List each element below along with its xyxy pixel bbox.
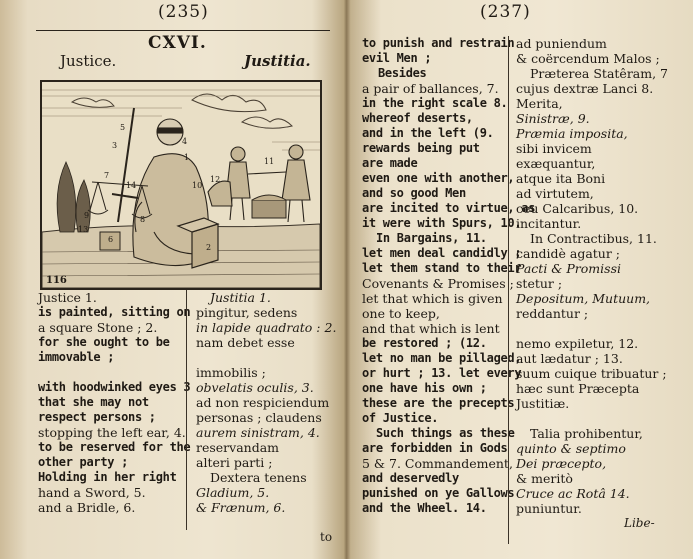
text-line: Talia prohibentur, [530,426,643,441]
justice-engraving [40,80,322,290]
text-line: and a Bridle, 6. [38,500,136,515]
text-line: respect persons ; [38,410,156,424]
text-line: aut lædatur ; 13. [516,351,623,366]
text-line: pingitur, sedens [196,305,298,320]
text-line: immobilis ; [196,365,266,380]
text-line: alteri parti ; [196,455,273,470]
catchword-right: Libe- [624,516,655,530]
text-line: Justitia 1. [210,290,271,305]
text-line: 5 & 7. Commandement, [362,456,513,471]
text-line: for she ought to be [38,335,170,349]
right-page [348,0,693,559]
text-line: In Bargains, 11. [376,231,487,245]
text-line: Dextera tenens [210,470,307,485]
text-line: one have his own ; [362,381,487,395]
page-number-left: (235) [158,2,209,22]
text-line: other party ; [38,455,129,469]
page-number-right: (237) [480,2,531,22]
plate-label-7: 7 [104,171,110,180]
text-line: let no man be pillaged, [362,351,522,365]
chapter-number: CXVI. [148,33,207,53]
text-line: Justitiæ. [516,396,570,411]
plate-label-6: 6 [108,235,114,244]
text-line: punished on ye Gallows [362,486,515,500]
text-line: In Contractibus, 11. [530,231,657,246]
text-line: are incited to virtue, as [362,201,536,215]
plate-label-4: 4 [182,137,188,146]
text-line: and in the left (9. [362,126,494,140]
text-line: of Justice. [362,411,439,425]
plate-label-13: 13 [78,225,89,234]
text-line: & meritò [516,471,573,486]
text-line: reddantur ; [516,306,589,321]
catchword-left: to [320,530,333,544]
text-line: Sinistræ, 9. [516,111,590,126]
text-line: & coërcendum Malos ; [516,51,660,66]
text-line: rewards being put [362,141,480,155]
text-line: Holding in her right [38,470,177,484]
text-line: sibi invicem [516,141,592,156]
text-line: even one with another, [362,171,515,185]
text-line: incitantur. [516,216,582,231]
text-line: to be reserved for the [38,440,191,454]
column-divider-left [186,290,187,530]
text-line: exæquantur, [516,156,596,171]
text-line: or hurt ; 13. let every [362,366,522,380]
text-line: personas ; claudens [196,410,322,425]
text-line: be restored ; (12. [362,336,487,350]
text-line: let men deal candidly ; [362,246,522,260]
header-rule [36,30,330,31]
text-line: let them stand to their [362,261,522,275]
text-line: a square Stone ; 2. [38,320,158,335]
text-line: hand a Sword, 5. [38,485,146,500]
text-line: evil Men ; [362,51,432,65]
text-line: obvelatis oculis, 3. [196,380,314,395]
text-line: to punish and restrain [362,36,515,50]
text-line: Covenants & Promises ; [362,276,514,291]
text-line: suum cuique tribuatur ; [516,366,667,381]
text-line: quinto & septimo [516,441,626,456]
text-line: and deservedly [362,471,459,485]
text-line: Præmia imposita, [516,126,628,141]
text-line: Justice 1. [38,290,97,305]
text-line: let that which is given [362,291,503,306]
text-line: Præterea Statêram, 7 [530,66,668,81]
text-line: and the Wheel. 14. [362,501,487,515]
text-line: nemo expiletur, 12. [516,336,639,351]
text-line: stopping the left ear, 4. [38,425,186,440]
text-line: aurem sinistram, 4. [196,425,320,440]
text-line: and that which is lent [362,321,500,336]
plate-label-3: 3 [112,141,118,150]
plate-label-1: 1 [184,153,190,162]
text-line: a pair of ballances, 7. [362,81,499,96]
text-line: Merita, [516,96,563,111]
text-line: and so good Men [362,186,466,200]
text-line: ad non respiciendum [196,395,330,410]
text-line: Dei præcepto, [516,456,607,471]
text-line: Pacti & Promissi [516,261,621,276]
plate-label-8: 8 [140,215,146,224]
text-line: Gladium, 5. [196,485,270,500]
plate-label-9: 9 [84,211,90,220]
text-line: these are the precepts [362,396,515,410]
plate-number: 116 [46,275,67,286]
text-line: ad puniendum [516,36,607,51]
text-line: whereof deserts, [362,111,473,125]
text-line: immovable ; [38,350,115,364]
text-line: with hoodwinked eyes 3 [38,380,191,394]
text-line: in the right scale 8. [362,96,508,110]
heading-latin: Justitia. [244,52,311,70]
text-line: hæc sunt Præcepta [516,381,640,396]
text-line: that she may not [38,395,149,409]
text-line: in lapide quadrato : 2. [196,320,337,335]
text-line: Such things as these [376,426,515,440]
plate-label-10: 10 [192,181,203,190]
plate-label-11: 11 [264,157,275,166]
text-line: nam debet esse [196,335,295,350]
text-line: candidè agatur ; [516,246,621,261]
text-line: are forbidden in Gods [362,441,508,455]
plate-label-14: 14 [126,181,137,190]
text-line: stetur ; [516,276,563,291]
text-line: atque ita Boni [516,171,606,186]
plate-label-5: 5 [120,123,126,132]
column-divider-right [508,36,509,544]
text-line: one to keep, [362,306,440,321]
text-line: ad virtutem, [516,186,594,201]
text-line: is painted, sitting on [38,305,191,319]
plate-label-2: 2 [206,243,212,252]
text-line: Cruce ac Rotâ 14. [516,486,630,501]
text-line: are made [362,156,418,170]
left-page [0,0,344,559]
text-line: puniuntur. [516,501,582,516]
plate-label-12: 12 [210,175,221,184]
heading-english: Justice. [60,52,117,70]
text-line: Besides [378,66,427,80]
text-line: it were with Spurs, 10. [362,216,522,230]
text-line: reservandam [196,440,280,455]
text-line: & Frænum, 6. [196,500,286,515]
text-line: Depositum, Mutuum, [516,291,651,306]
text-line: ceu Calcaribus, 10. [516,201,639,216]
text-line: cujus dextræ Lanci 8. [516,81,654,96]
